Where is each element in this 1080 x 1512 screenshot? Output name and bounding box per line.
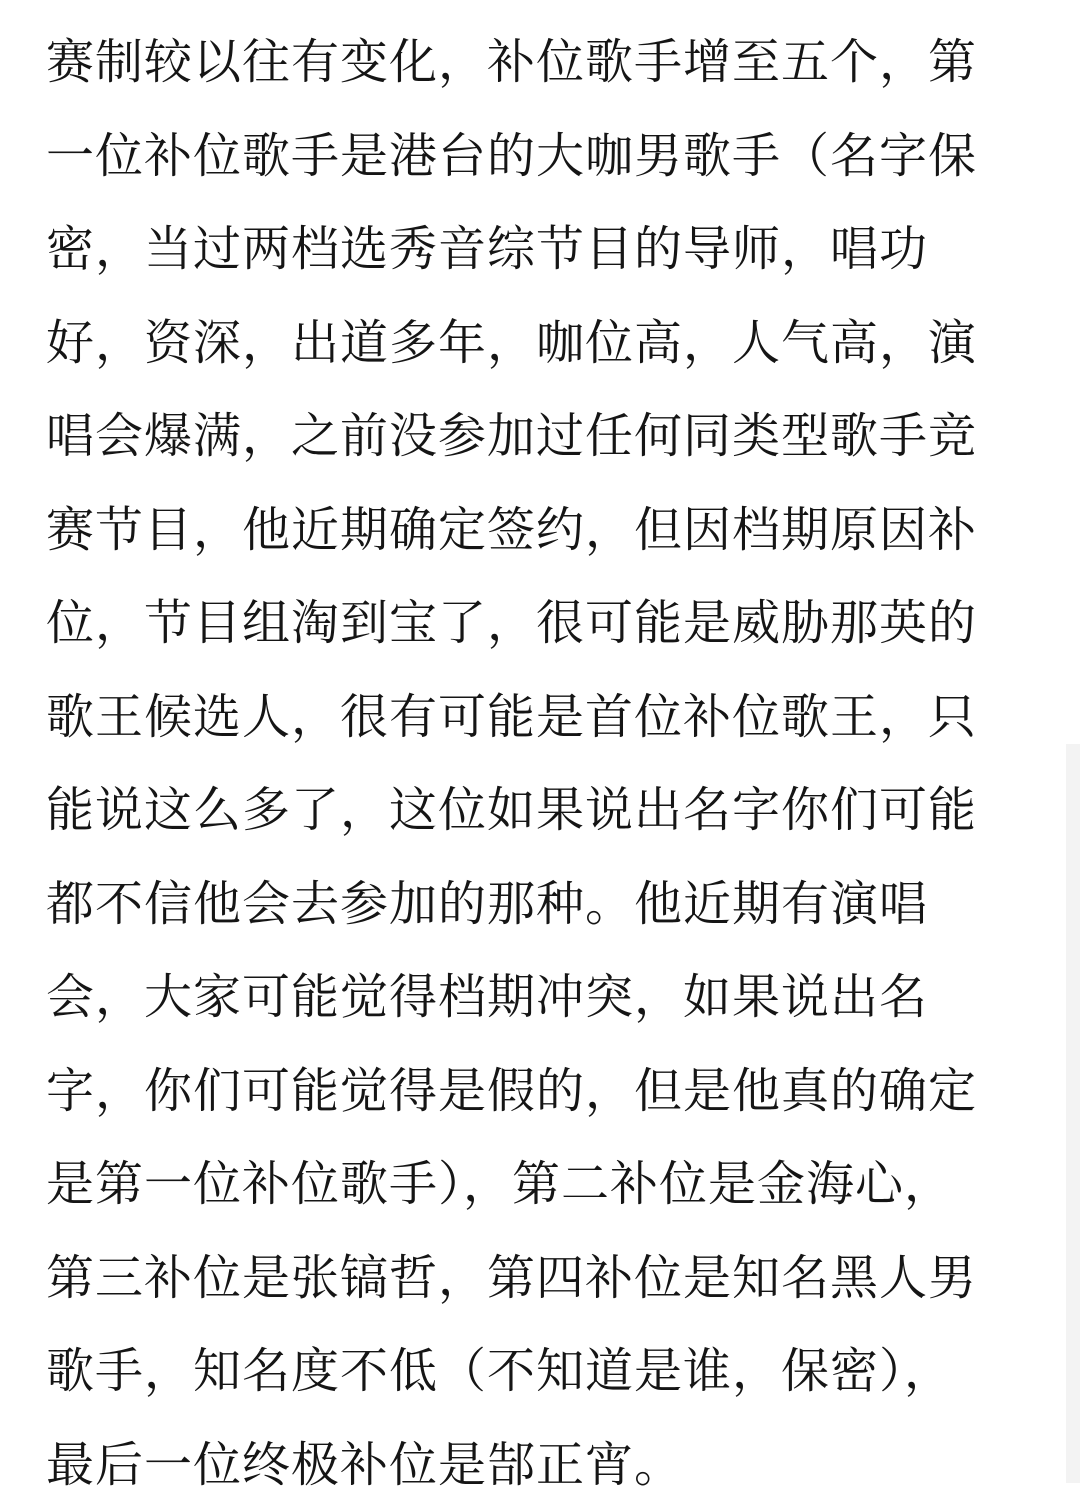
text-line: 歌手，知名度不低（不知道是谁，保密）， xyxy=(46,1325,1046,1419)
article-text xyxy=(46,16,1046,1512)
text-line: 歌王候选人，很有可能是首位补位歌王，只 xyxy=(46,671,1046,765)
text-line: 最后一位终极补位是郜正宵。 xyxy=(46,1419,1046,1512)
text-line: 赛节目，他近期确定签约，但因档期原因补 xyxy=(46,484,1046,578)
text-line: 是第一位补位歌手），第二补位是金海心， xyxy=(46,1138,1046,1232)
text-line: 第三补位是张镐哲，第四补位是知名黑人男 xyxy=(46,1232,1046,1326)
text-line: 唱会爆满，之前没参加过任何同类型歌手竞 xyxy=(46,390,1046,484)
scrollbar-track[interactable] xyxy=(1066,744,1080,1483)
text-line: 赛制较以往有变化，补位歌手增至五个，第 xyxy=(46,16,1046,110)
text-line: 会，大家可能觉得档期冲突，如果说出名 xyxy=(46,951,1046,1045)
text-line: 密，当过两档选秀音综节目的导师，唱功 xyxy=(46,203,1046,297)
text-line: 位，节目组淘到宝了，很可能是威胁那英的 xyxy=(46,577,1046,671)
text-line: 一位补位歌手是港台的大咖男歌手（名字保 xyxy=(46,110,1046,204)
text-line: 好，资深，出道多年，咖位高，人气高，演 xyxy=(46,297,1046,391)
text-line: 都不信他会去参加的那种。他近期有演唱 xyxy=(46,858,1046,952)
text-line: 字，你们可能觉得是假的，但是他真的确定 xyxy=(46,1045,1046,1139)
text-line: 能说这么多了，这位如果说出名字你们可能 xyxy=(46,764,1046,858)
